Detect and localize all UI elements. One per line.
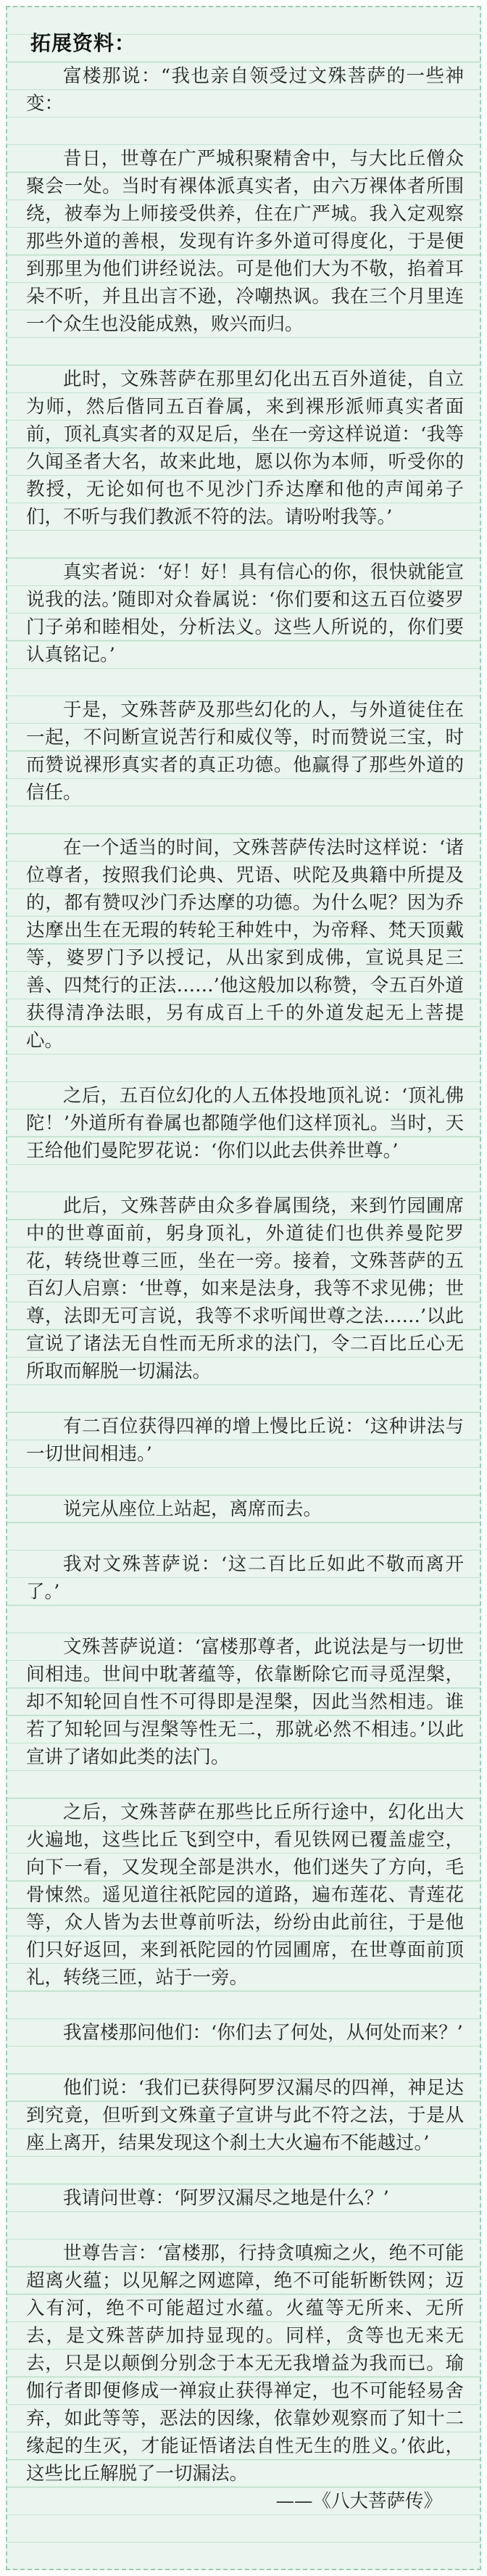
paragraph: 在一个适当的时间，文殊菩萨传法时这样说：‘诸位尊者，按照我们论典、咒语、吠陀及典籍中所提及的，都有赞叹沙门乔达摩的功德。为什么呢？因为乔达摩出生在无瑕的转轮王种姓中，为帝释、梵天顶戴等，婆罗门予以授记，从出家到成佛，宣说具足三善、四梵行的正法……’他这般加以称赞，令五百外道获得清净法眼，另有成百上千的外道发起无上菩提心。 [26,837,464,1052]
section-heading: 拓展资料： [30,31,136,55]
paragraph: 有二百位获得四禅的增上慢比丘说：‘这种讲法与一切世间相违。’ [26,1416,464,1465]
content-panel [6,6,481,2570]
paragraph: 此时，文殊菩萨在那里幻化出五百外道徒，自立为师，然后偕同五百眷属，来到裸形派师真实者面前，顶礼真实者的双足后，坐在一旁这样说道：‘我等久闻圣者大名，故来此地，愿以你为本师，听受你的教授，无论如何也不见沙门乔达摩和他的声闻弟子们，不听与我们教派不符的法。请吩咐我等。’ [26,368,464,528]
source-citation: ——《八大菩萨传》 [275,2490,442,2512]
paragraph: 之后，文殊菩萨在那些比丘所行途中，幻化出大火遍地，这些比丘飞到空中，看见铁网已覆盖虚空，向下一看，又发现全部是洪水，他们迷失了方向，毛骨悚然。遥见道往祇陀园的道路，遍布莲花、青莲花等，众人皆为去世尊前听法，纷纷由此前往，于是他们只好返回，来到祇陀园的竹园圃席，在世尊面前顶礼，转绕三匝，站于一旁。 [26,1801,464,1989]
paragraph: 于是，文殊菩萨及那些幻化的人，与外道徒住在一起，不问断宣说苦行和威仪等，时而赞说三宝，时而赞说裸形真实者的真正功德。他赢得了那些外道的信任。 [26,699,464,804]
paragraph: 昔日，世尊在广严城积聚精舍中，与大比丘僧众聚会一处。当时有裸体派真实者，由六万裸体者所围绕，被奉为上师接受供养，住在广严城。我入定观察那些外道的善根，发现有许多外道可得度化，于是便到那里为他们讲经说法。可是他们大为不敬，掐着耳朵不听，并且出言不逊，冷嘲热讽。我在三个月里连一个众生也没能成熟，败兴而归。 [26,148,464,335]
paragraph: 我富楼那问他们：‘你们去了何处，从何处而来？’ [63,2022,463,2044]
article-body [26,62,464,2515]
paragraph: 我对文殊菩萨说：‘这二百比丘如此不敬而离开了。’ [26,1553,464,1603]
paragraph: 文殊菩萨说道：‘富楼那尊者，此说法是与一切世间相违。世间中耽著蕴等，依靠断除它而寻觅涅槃，却不知轮回自性不可得即是涅槃，因此当然相违。谁若了知轮回与涅槃等性无二，那就必然不相违。’以此宣讲了诸如此类的法门。 [26,1636,464,1768]
paragraph: 真实者说：‘好！好！具有信心的你，很快就能宣说我的法。’随即对众眷属说：‘你们要和这五百位婆罗门子弟和睦相处，分析法义。这些人所说的，你们要认真铭记。’ [26,561,464,666]
paragraph: 我请问世尊：‘阿罗汉漏尽之地是什么？’ [63,2187,389,2209]
paragraph: 他们说：‘我们已获得阿罗汉漏尽的四禅，神足达到究竟，但听到文殊童子宣讲与此不符之法，于是从座上离开，结果发现这个刹土大火遍布不能越过。’ [26,2077,464,2154]
paragraph: 此后，文殊菩萨由众多眷属围绕，来到竹园圃席中的世尊面前，躬身顶礼，外道徒们也供养曼陀罗花，转绕世尊三匝，坐在一旁。接着，文殊菩萨的五百幻人启禀：‘世尊，如来是法身，我等不求见佛；世尊，法即无可言说，我等不求听闻世尊之法……’以此宣说了诸法无自性而无所求的法门，令二百比丘心无所取而解脱一切漏法。 [26,1195,464,1382]
paragraph: 世尊告言：‘富楼那，行持贪嗔痴之火，绝不可能超离火蕴；以见解之网遮障，绝不可能斩断铁网；迈入有河，绝不可能超过水蕴。火蕴等无所来、无所去，是文殊菩萨加持显现的。同样，贪等也无来无去，只是以颠倒分别念于本无无我增益为我而已。瑜伽行者即便修成一禅寂止获得禅定，也不可能轻易舍弃，如此等等，恶法的因缘，依靠妙观察而了知十二缘起的生灭，才能证悟诸法自性无生的胜义。’依此，这些比丘解脱了一切漏法。 [26,2242,464,2485]
paragraph: 富楼那说：“我也亲自领受过文殊菩萨的一些神变： [26,65,464,115]
paragraph: 之后，五百位幻化的人五体投地顶礼说：‘顶礼佛陀！’外道所有眷属也都随学他们这样顶礼。当时，天王给他们曼陀罗花说：‘你们以此去供养世尊。’ [26,1085,464,1162]
paragraph: 说完从座位上站起，离席而去。 [63,1498,322,1520]
